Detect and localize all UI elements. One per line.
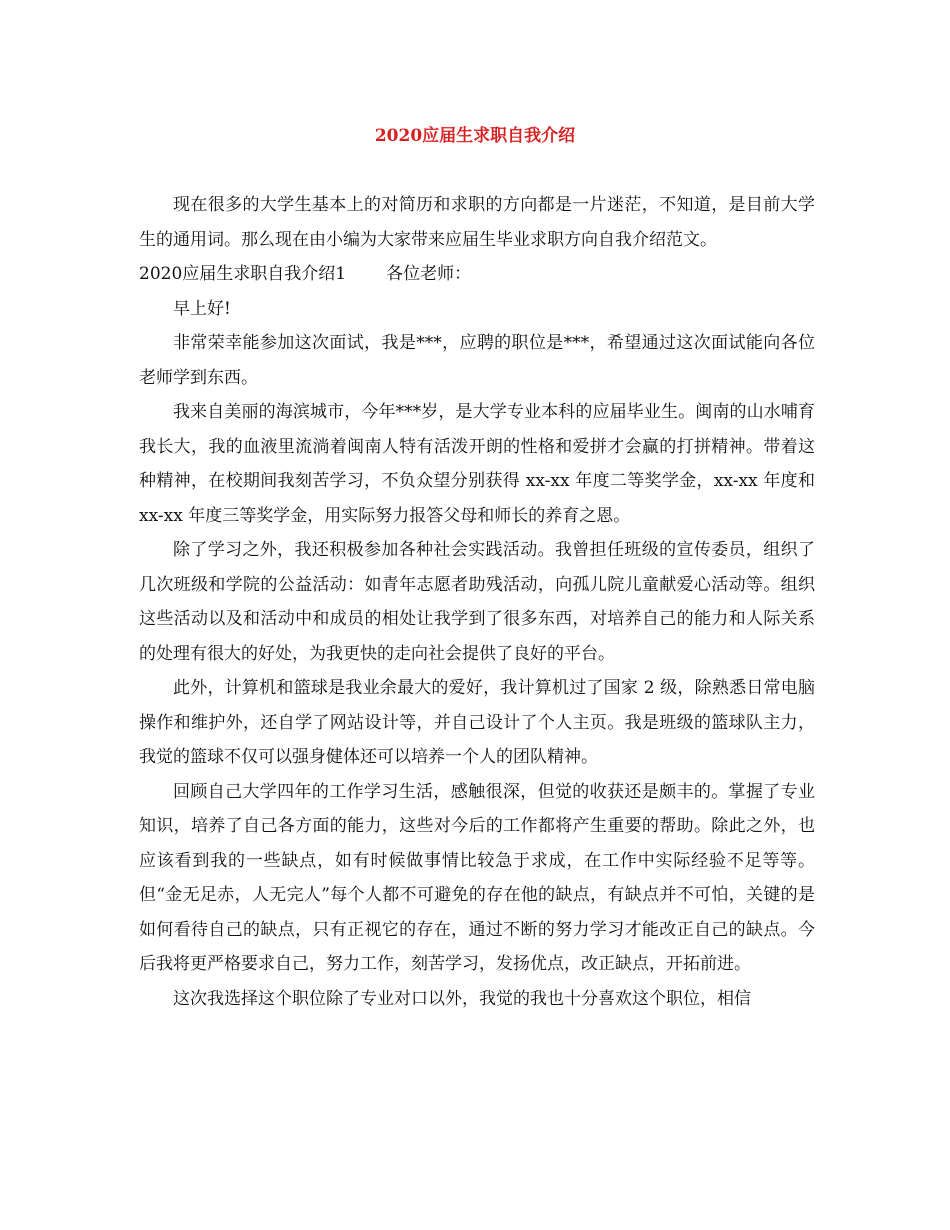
body-paragraph: 回顾自己大学四年的工作学习生活，感触很深，但觉的收获还是颇丰的。掌握了专业知识，培养了自己各方面的能力，这些对今后的工作都将产生重要的帮助。除此之外，也应该看到我的一些缺点，如有时候做事情比较急于求成，在工作中实际经验不足等等。但“金无足赤，人无完人”每个人都不可避免的存在他的缺点，有缺点并不可怕，关键的是如何看待自己的缺点，只有正视它的存在，通过不断的努力学习才能改正自己的缺点。今后我将更严格要求自己，努力工作，刻苦学习，发扬优点，改正缺点，开拓前进。	[139, 781, 815, 974]
document-title: 2020应届生求职自我介绍	[374, 126, 576, 146]
section-heading: 2020应届生求职自我介绍1	[139, 264, 347, 284]
salutation: 各位老师：	[386, 264, 472, 284]
body-paragraph: 此外，计算机和篮球是我业余最大的爱好，我计算机过了国家 2 级，除熟悉日常电脑操作和维护外，还自学了网站设计等，并自己设计了个人主页。我是班级的篮球队主力，我觉的篮球不仅可以强身健体还可以培养一个人的团队精神。	[139, 678, 815, 767]
intro-paragraph: 现在很多的大学生基本上的对简历和求职的方向都是一片迷茫，不知道，是目前大学生的通用词。那么现在由小编为大家带来应届生毕业求职方向自我介绍范文。	[139, 195, 815, 250]
greeting: 早上好!	[173, 298, 231, 319]
document-body	[139, 188, 815, 1016]
body-paragraph: 除了学习之外，我还积极参加各种社会实践活动。我曾担任班级的宣传委员，组织了几次班级和学院的公益活动：如青年志愿者助残活动，向孤儿院儿童献爱心活动等。组织这些活动以及和活动中和成员的相处让我学到了很多东西，对培养自己的能力和人际关系的处理有很大的好处，为我更快的走向社会提供了良好的平台。	[139, 540, 815, 664]
body-paragraph: 这次我选择这个职位除了专业对口以外，我觉的我也十分喜欢这个职位，相信	[173, 988, 751, 1009]
section-heading-line	[139, 257, 815, 292]
body-paragraph: 非常荣幸能参加这次面试，我是***，应聘的职位是***，希望通过这次面试能向各位老师学到东西。	[139, 333, 815, 388]
body-paragraph: 我来自美丽的海滨城市，今年***岁，是大学专业本科的应届毕业生。闽南的山水哺育我长大，我的血液里流淌着闽南人特有活泼开朗的性格和爱拼才会赢的打拼精神。带着这种精神，在校期间我刻苦学习，不负众望分别获得 xx-xx 年度二等奖学金，xx-xx 年度和 xx-xx 年度三等奖学金，用实际努力报答父母和师长的养育之恩。	[139, 402, 815, 526]
